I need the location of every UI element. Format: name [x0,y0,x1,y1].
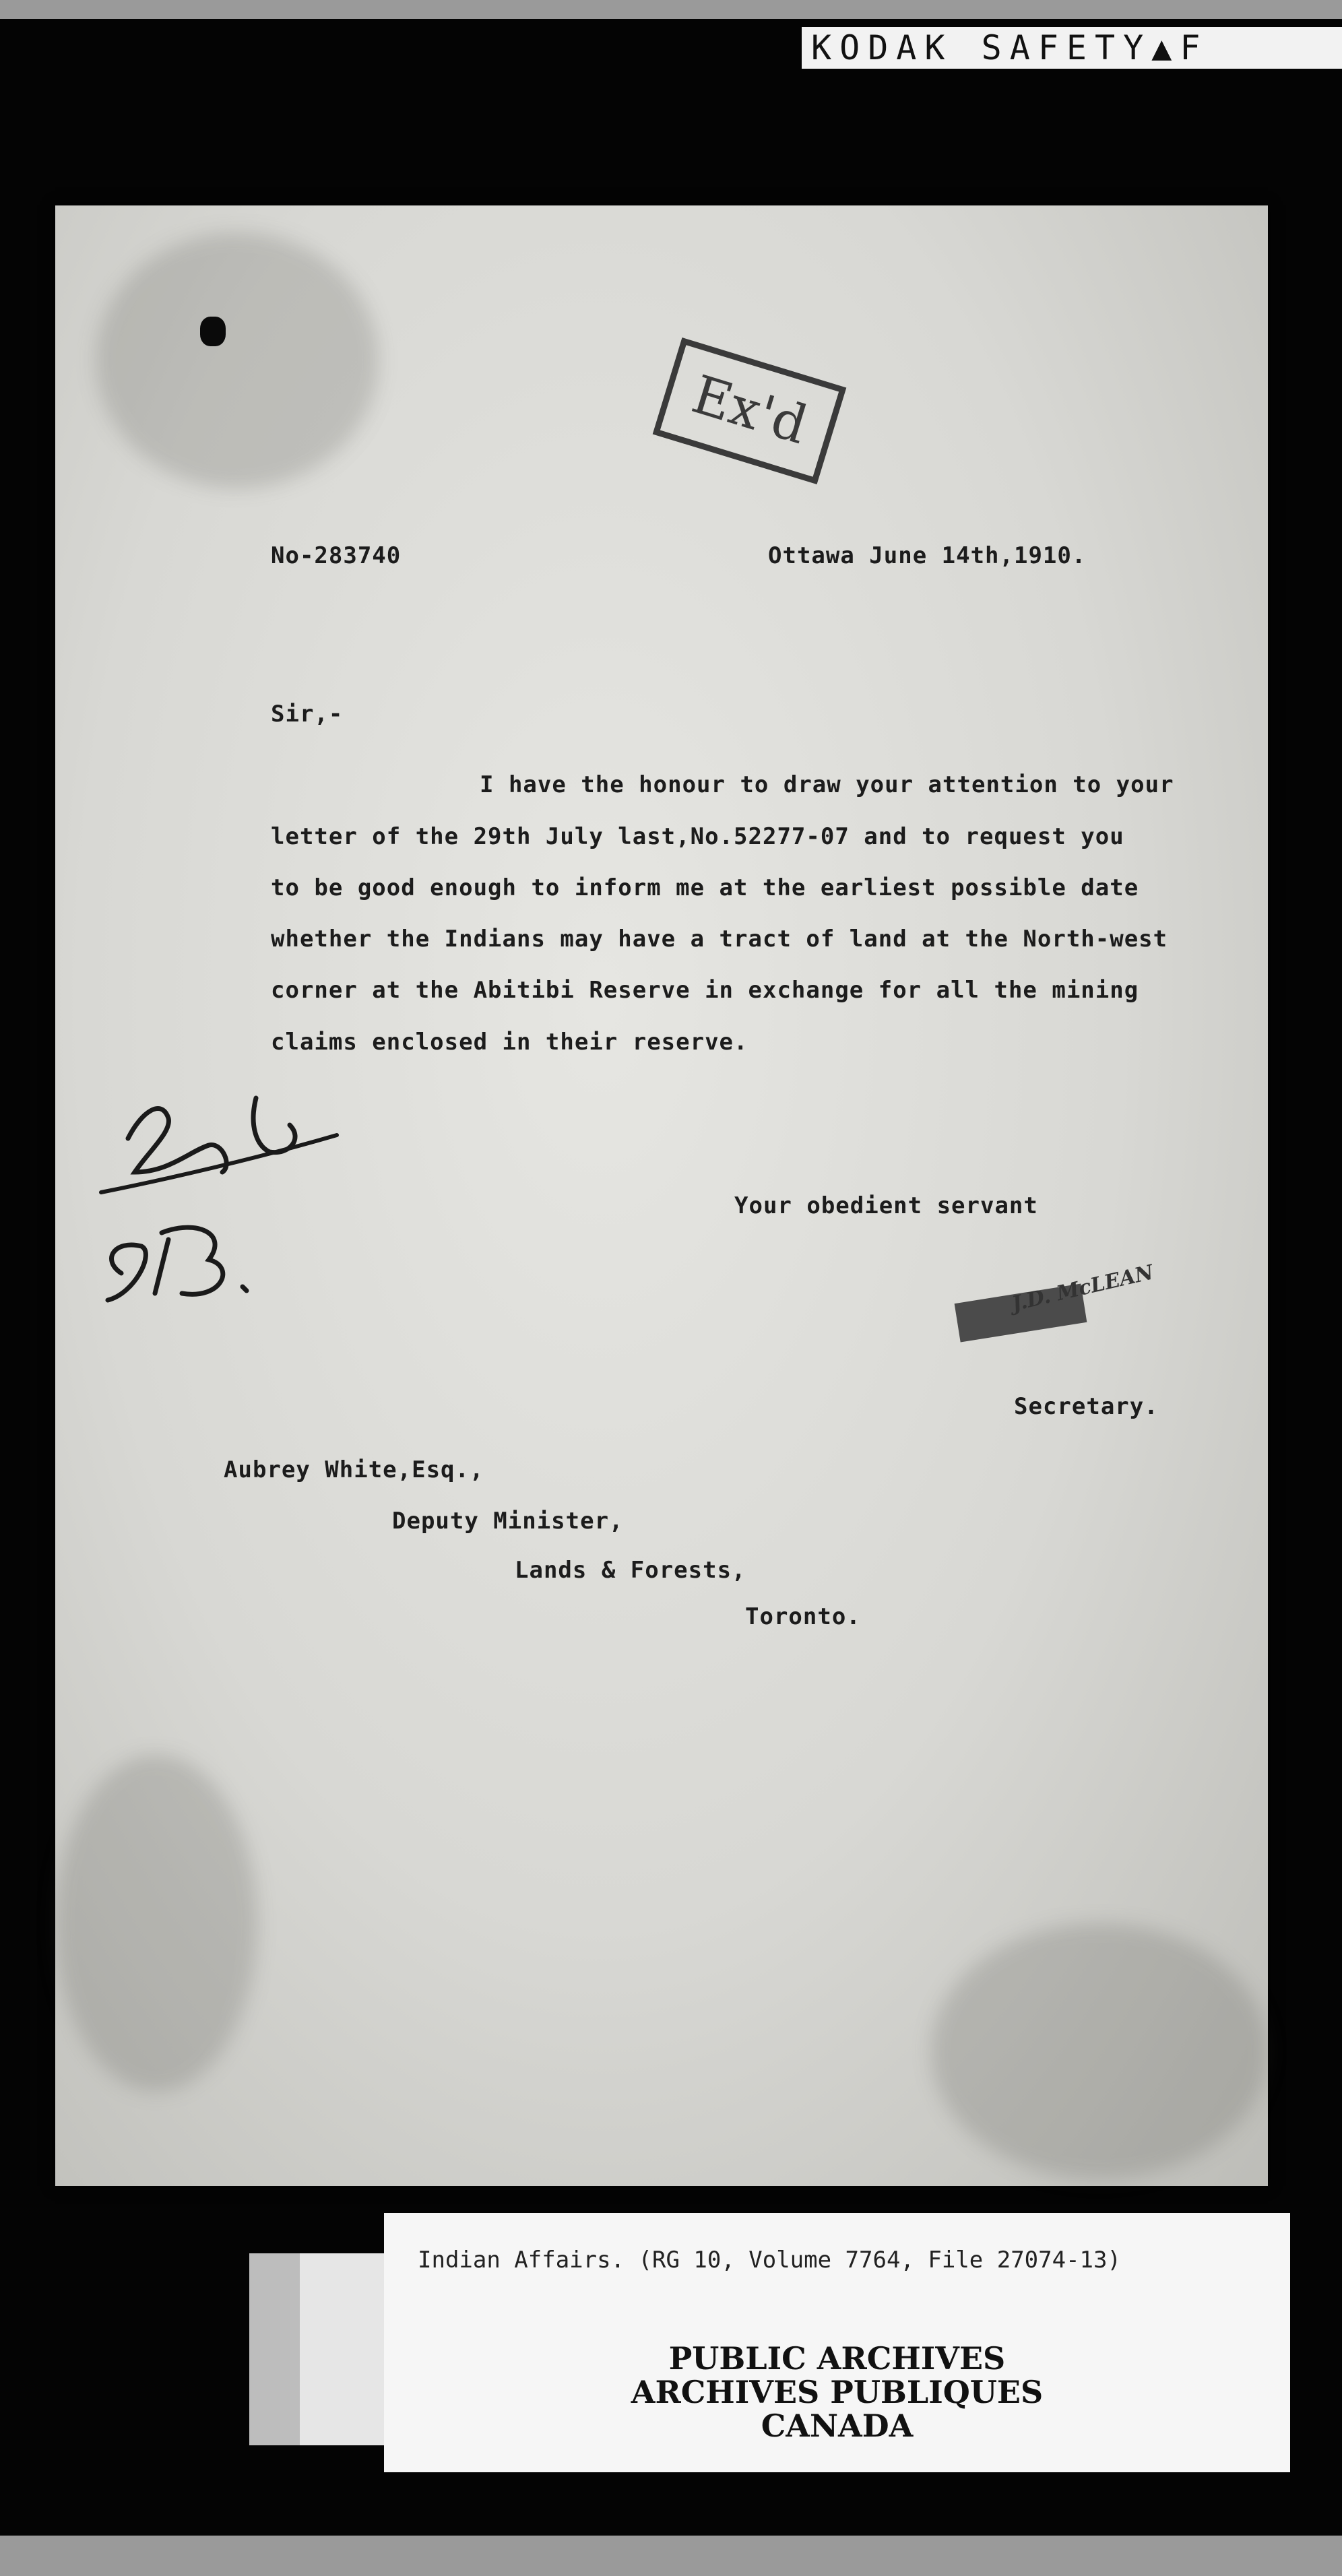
file-number: No-283740 [271,542,402,569]
body-line: I have the honour to draw your attention to your [480,771,1174,798]
recipient-name: Aubrey White,Esq., [224,1456,484,1483]
recipient-department: Lands & Forests, [515,1557,746,1584]
place-date: Ottawa June 14th,1910. [768,542,1087,569]
paper-stain [931,1923,1268,2179]
archive-reference: Indian Affairs. (RG 10, Volume 7764, File 27074-13) [418,2247,1121,2274]
body-line: claims enclosed in their reserve. [271,1029,748,1056]
film-edge-top [0,0,1342,19]
paper-stain [55,1755,257,2092]
salutation: Sir,- [271,701,344,728]
paper-tear-hole [200,317,226,346]
body-line: letter of the 29th July last,No.52277-07 and to request you [271,823,1124,850]
handwritten-annotation [88,1071,371,1327]
closing: Your obedient servant [734,1192,1038,1219]
archive-country: CANADA [761,2408,914,2444]
archive-card-backing-edge [249,2253,300,2445]
body-line: whether the Indians may have a tract of land at the North-west [271,926,1168,953]
body-line: corner at the Abitibi Reserve in exchange for all the mining [271,977,1139,1004]
recipient-title: Deputy Minister, [392,1508,624,1535]
paper-stain [96,232,379,488]
signature-stamp: J.D. McLEAN [1009,1260,1156,1316]
film-edge-bottom [0,2536,1342,2576]
archive-title-fr: ARCHIVES PUBLIQUES [631,2374,1044,2410]
received-stamp-text: Ex'd [685,364,814,457]
signatory-title: Secretary. [1014,1393,1159,1420]
archive-title-en: PUBLIC ARCHIVES [668,2340,1006,2377]
body-line: to be good enough to inform me at the earliest possible date [271,874,1139,901]
recipient-city: Toronto. [745,1603,861,1630]
film-edge-label: KODAK SAFETY▲F [802,27,1342,69]
